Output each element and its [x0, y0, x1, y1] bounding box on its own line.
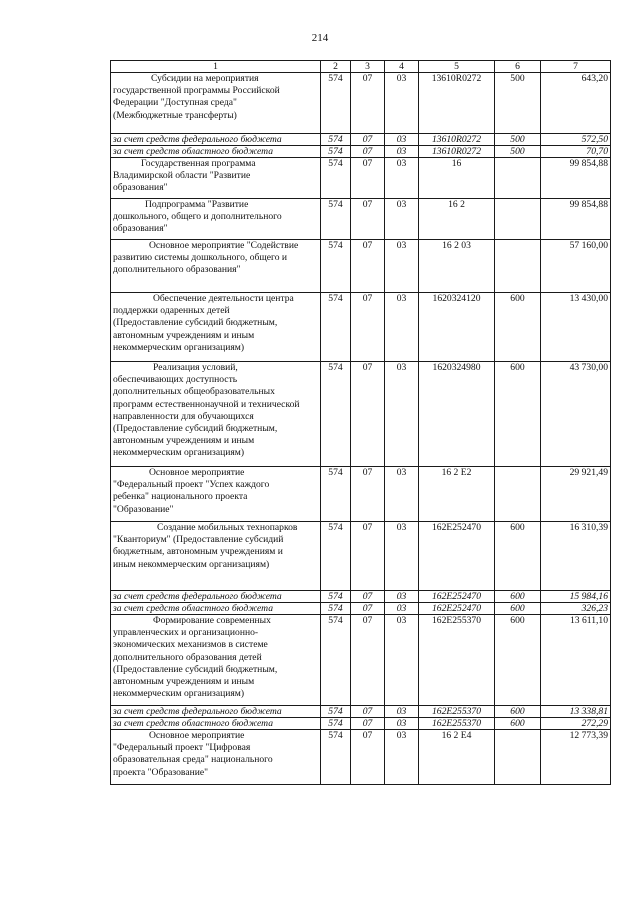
code-cell: 574	[321, 73, 351, 134]
subsection-cell: 03	[385, 134, 419, 146]
section-cell: 07	[351, 293, 385, 362]
row-name-cell: за счет средств федерального бюджета	[111, 134, 321, 146]
target-article-cell: 1620324120	[419, 293, 495, 362]
expense-type-cell	[495, 158, 541, 199]
section-cell: 07	[351, 706, 385, 718]
target-article-cell: 162E255370	[419, 718, 495, 730]
expense-type-cell: 600	[495, 603, 541, 615]
target-article-cell: 162E252470	[419, 591, 495, 603]
target-article-cell: 1620324980	[419, 362, 495, 467]
section-cell: 07	[351, 199, 385, 240]
table-body	[111, 73, 611, 785]
row-name-cell: Создание мобильных технопарков "Кванториум" (Предоставление субсидий бюджетным, автономным учреждениям и иным некоммерческим организациям)	[111, 522, 321, 591]
expense-type-cell: 500	[495, 73, 541, 134]
section-cell: 07	[351, 603, 385, 615]
section-cell: 07	[351, 134, 385, 146]
table-row	[111, 240, 611, 293]
expense-type-cell: 600	[495, 718, 541, 730]
amount-cell: 70,70	[541, 146, 611, 158]
amount-cell: 572,50	[541, 134, 611, 146]
column-header: 1	[111, 61, 321, 73]
section-cell: 07	[351, 240, 385, 293]
code-cell: 574	[321, 240, 351, 293]
page-number: 214	[311, 32, 329, 44]
target-article-cell: 16 2 E4	[419, 730, 495, 785]
column-header: 5	[419, 61, 495, 73]
section-cell: 07	[351, 591, 385, 603]
expense-type-cell	[495, 240, 541, 293]
subsection-cell: 03	[385, 603, 419, 615]
target-article-cell: 16 2 03	[419, 240, 495, 293]
section-cell: 07	[351, 522, 385, 591]
amount-cell: 12 773,39	[541, 730, 611, 785]
column-header: 7	[541, 61, 611, 73]
amount-cell: 13 338,81	[541, 706, 611, 718]
subsection-cell: 03	[385, 591, 419, 603]
section-cell: 07	[351, 615, 385, 706]
section-cell: 07	[351, 467, 385, 522]
amount-cell: 16 310,39	[541, 522, 611, 591]
expense-type-cell: 500	[495, 146, 541, 158]
table-row	[111, 730, 611, 785]
code-cell: 574	[321, 706, 351, 718]
amount-cell: 99 854,88	[541, 199, 611, 240]
target-article-cell: 16 2	[419, 199, 495, 240]
target-article-cell: 13610R0272	[419, 73, 495, 134]
target-article-cell: 16	[419, 158, 495, 199]
column-header: 3	[351, 61, 385, 73]
row-name-cell: Субсидии на мероприятия государственной программы Российской Федерации "Доступная среда" (Межбюджетные трансферты)	[111, 73, 321, 134]
subsection-cell: 03	[385, 522, 419, 591]
amount-cell: 57 160,00	[541, 240, 611, 293]
table-row	[111, 199, 611, 240]
row-name-cell: Реализация условий, обеспечивающих доступность дополнительных общеобразовательных программ естественнонаучной и технической направленности для обучающихся (Предоставление субсидий бюджетным, автономным учреждениям и иным некоммерческим организациям)	[111, 362, 321, 467]
subsection-cell: 03	[385, 293, 419, 362]
funding-source-row	[111, 603, 611, 615]
expense-type-cell: 600	[495, 706, 541, 718]
subsection-cell: 03	[385, 158, 419, 199]
budget-table	[110, 60, 611, 785]
code-cell: 574	[321, 146, 351, 158]
column-header: 2	[321, 61, 351, 73]
table-row	[111, 362, 611, 467]
subsection-cell: 03	[385, 146, 419, 158]
expense-type-cell: 600	[495, 591, 541, 603]
code-cell: 574	[321, 615, 351, 706]
section-cell: 07	[351, 146, 385, 158]
expense-type-cell: 600	[495, 293, 541, 362]
section-cell: 07	[351, 718, 385, 730]
row-name-cell: Обеспечение деятельности центра поддержки одаренных детей (Предоставление субсидий бюджетным, автономным учреждениям и иным некоммерческим организациям)	[111, 293, 321, 362]
row-name-cell: за счет средств федерального бюджета	[111, 591, 321, 603]
section-cell: 07	[351, 362, 385, 467]
subsection-cell: 03	[385, 199, 419, 240]
subsection-cell: 03	[385, 240, 419, 293]
code-cell: 574	[321, 718, 351, 730]
subsection-cell: 03	[385, 706, 419, 718]
row-name-cell: Подпрограмма "Развитие дошкольного, общего и дополнительного образования"	[111, 199, 321, 240]
table-row	[111, 158, 611, 199]
expense-type-cell: 600	[495, 522, 541, 591]
funding-source-row	[111, 718, 611, 730]
amount-cell: 15 984,16	[541, 591, 611, 603]
amount-cell: 326,23	[541, 603, 611, 615]
code-cell: 574	[321, 522, 351, 591]
expense-type-cell: 600	[495, 615, 541, 706]
target-article-cell: 13610R0272	[419, 134, 495, 146]
section-cell: 07	[351, 158, 385, 199]
target-article-cell: 13610R0272	[419, 146, 495, 158]
target-article-cell: 162E252470	[419, 603, 495, 615]
row-name-cell: за счет средств областного бюджета	[111, 146, 321, 158]
code-cell: 574	[321, 134, 351, 146]
subsection-cell: 03	[385, 467, 419, 522]
funding-source-row	[111, 706, 611, 718]
amount-cell: 13 430,00	[541, 293, 611, 362]
subsection-cell: 03	[385, 73, 419, 134]
target-article-cell: 162E255370	[419, 706, 495, 718]
table-row	[111, 615, 611, 706]
column-header: 6	[495, 61, 541, 73]
row-name-cell: Государственная программа Владимирской области "Развитие образования"	[111, 158, 321, 199]
code-cell: 574	[321, 362, 351, 467]
section-cell: 07	[351, 730, 385, 785]
table-row	[111, 293, 611, 362]
target-article-cell: 16 2 E2	[419, 467, 495, 522]
expense-type-cell	[495, 199, 541, 240]
amount-cell: 272,29	[541, 718, 611, 730]
code-cell: 574	[321, 603, 351, 615]
amount-cell: 99 854,88	[541, 158, 611, 199]
amount-cell: 43 730,00	[541, 362, 611, 467]
code-cell: 574	[321, 199, 351, 240]
expense-type-cell	[495, 730, 541, 785]
row-name-cell: за счет средств областного бюджета	[111, 603, 321, 615]
amount-cell: 13 611,10	[541, 615, 611, 706]
subsection-cell: 03	[385, 718, 419, 730]
amount-cell: 29 921,49	[541, 467, 611, 522]
code-cell: 574	[321, 293, 351, 362]
row-name-cell: за счет средств областного бюджета	[111, 718, 321, 730]
subsection-cell: 03	[385, 362, 419, 467]
table-row	[111, 467, 611, 522]
row-name-cell: Основное мероприятие "Федеральный проект "Успех каждого ребенка" национального проекта "Образование"	[111, 467, 321, 522]
section-cell: 07	[351, 73, 385, 134]
column-header: 4	[385, 61, 419, 73]
table-row	[111, 73, 611, 134]
funding-source-row	[111, 146, 611, 158]
code-cell: 574	[321, 591, 351, 603]
amount-cell: 643,20	[541, 73, 611, 134]
subsection-cell: 03	[385, 615, 419, 706]
expense-type-cell: 600	[495, 362, 541, 467]
expense-type-cell	[495, 467, 541, 522]
code-cell: 574	[321, 158, 351, 199]
target-article-cell: 162E252470	[419, 522, 495, 591]
expense-type-cell: 500	[495, 134, 541, 146]
subsection-cell: 03	[385, 730, 419, 785]
table-row	[111, 522, 611, 591]
row-name-cell: Основное мероприятие "Содействие развитию системы дошкольного, общего и дополнительного образования"	[111, 240, 321, 293]
code-cell: 574	[321, 467, 351, 522]
header-row	[111, 61, 611, 73]
row-name-cell: Основное мероприятие "Федеральный проект "Цифровая образовательная среда" национального проекта "Образование"	[111, 730, 321, 785]
funding-source-row	[111, 591, 611, 603]
row-name-cell: за счет средств федерального бюджета	[111, 706, 321, 718]
row-name-cell: Формирование современных управленческих и организационно- экономических механизмов в системе дополнительного образования детей (Предоставление субсидий бюджетным, автономным учреждениям и иным некоммерческим организациям)	[111, 615, 321, 706]
code-cell: 574	[321, 730, 351, 785]
target-article-cell: 162E255370	[419, 615, 495, 706]
funding-source-row	[111, 134, 611, 146]
